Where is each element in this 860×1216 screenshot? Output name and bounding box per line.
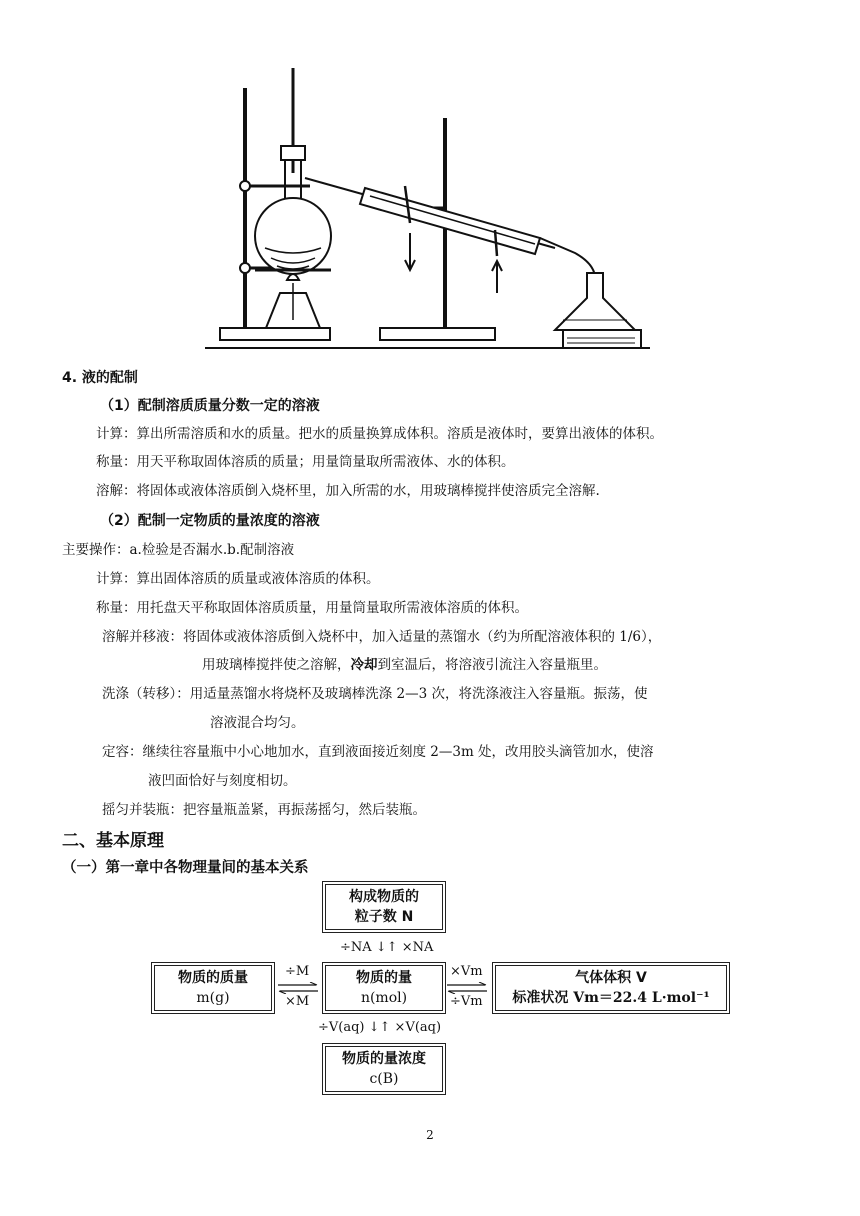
amount-symbol: n(mol) — [360, 990, 408, 1006]
dissolve-text-c: 到室温后，将溶液引流注入容量瓶里。 — [377, 657, 607, 673]
particle-count-label: 构成物质的 — [349, 889, 419, 905]
part-2-main-ops: 主要操作：a.检验是否漏水.b.配制溶液 — [62, 542, 295, 558]
part-2-calc: 计算：算出固体溶质的质量或液体溶质的体积。 — [96, 571, 380, 587]
page-number: 2 — [426, 1128, 434, 1142]
mass-label: 物质的质量 — [178, 970, 248, 986]
gas-volume-label: 气体体积 V — [575, 970, 647, 986]
part-2-wash-line-1: 洗涤（转移）：用适量蒸馏水将烧杯及玻璃棒洗涤 2—3 次，将洗涤液注入容量瓶。振荡，使 — [102, 686, 648, 702]
part-2-fix-line-2: 液凹面恰好与刻度相切。 — [148, 773, 297, 789]
conversion-bottom: ÷V(aq) ↓↑ ×V(aq) — [318, 1020, 442, 1035]
amount-of-substance-box — [325, 965, 443, 1011]
section-two-title: 二、基本原理 — [62, 831, 164, 851]
dissolve-text-cool: 冷却 — [350, 657, 378, 673]
molar-concentration-box — [325, 1046, 443, 1092]
gas-volume-box — [495, 965, 727, 1011]
section-two-subtitle: （一）第一章中各物理量间的基本关系 — [62, 860, 309, 876]
part-2-weigh: 称量：用托盘天平称取固体溶质质量，用量筒量取所需液体溶质的体积。 — [96, 600, 528, 616]
concentration-label: 物质的量浓度 — [342, 1051, 426, 1067]
mass-symbol: m(g) — [196, 990, 230, 1006]
part-2-dissolve-line-2 — [202, 655, 607, 675]
part-2-dissolve-line-1: 溶解并移液：将固体或液体溶质倒入烧杯中，加入适量的蒸馏水（约为所配溶液体积的 1/6）， — [102, 629, 662, 645]
part-2-title: （2）配制一定物质的量浓度的溶液 — [100, 513, 320, 529]
conversion-left-bottom: ×M — [285, 994, 310, 1009]
part-1-line-weigh: 称量：用天平称取固体溶质的质量；用量筒量取所需液体、水的体积。 — [96, 454, 515, 470]
dissolve-text-a: 用玻璃棒搅拌使之溶解， — [202, 657, 351, 673]
standard-condition-label: 标准状况 Vm＝22.4 L·mol⁻¹ — [512, 990, 710, 1006]
double-arrow-left-icon — [276, 982, 320, 994]
quantity-relationship-diagram — [150, 880, 740, 1105]
conversion-right-bottom: ÷Vm — [450, 994, 483, 1009]
particle-count-box — [325, 884, 443, 930]
part-1-line-calc: 计算：算出所需溶质和水的质量。把水的质量换算成体积。溶质是液体时，要算出液体的体积。 — [96, 426, 663, 442]
particle-count-symbol: 粒子数 N — [354, 909, 414, 925]
part-1-title: （1）配制溶质质量分数一定的溶液 — [100, 398, 320, 414]
conversion-right-top: ×Vm — [450, 964, 483, 979]
part-2-wash-line-2: 溶液混合均匀。 — [210, 715, 305, 731]
mass-box — [154, 965, 272, 1011]
conversion-top: ÷NA ↓↑ ×NA — [340, 940, 434, 955]
section-4-title: 4. 液的配制 — [62, 370, 138, 386]
amount-label: 物质的量 — [356, 970, 412, 986]
part-2-fix-line-1: 定容：继续往容量瓶中小心地加水，直到液面接近刻度 2—3m 处，改用胶头滴管加水，使溶 — [102, 744, 654, 760]
conversion-left-top: ÷M — [285, 964, 310, 979]
distillation-apparatus-figure — [205, 58, 665, 358]
double-arrow-right-icon — [445, 982, 489, 994]
concentration-symbol: c(B) — [369, 1071, 399, 1087]
part-2-shake: 摇匀并装瓶：把容量瓶盖紧，再振荡摇匀，然后装瓶。 — [102, 802, 426, 818]
part-1-line-dissolve: 溶解：将固体或液体溶质倒入烧杯里，加入所需的水，用玻璃棒搅拌使溶质完全溶解. — [96, 483, 600, 499]
